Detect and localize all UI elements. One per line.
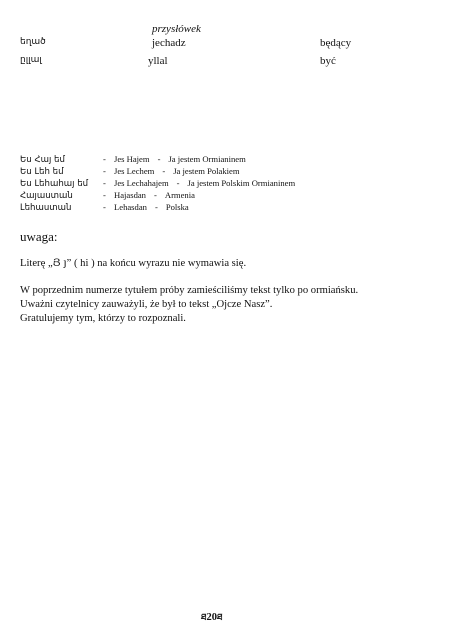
phrase-separator: - bbox=[157, 154, 161, 164]
ornament-right-icon: ཐ bbox=[216, 612, 223, 622]
paragraph-line-1: W poprzednim numerze tytułem próby zamieściliśmy tekst tylko po ormiańsku. bbox=[20, 285, 359, 296]
phrase-romanized: Hajasdan bbox=[114, 190, 146, 200]
phrase-armenian: Հայաստան bbox=[20, 191, 73, 201]
phrase-row bbox=[20, 178, 295, 189]
word-romanized-2: yllal bbox=[148, 55, 168, 67]
phrase-polish: Armenia bbox=[164, 190, 195, 200]
phrase-armenian: Ես Հայ եմ bbox=[20, 155, 65, 165]
word-armenian-1: եղած bbox=[20, 37, 46, 47]
word-polish-2: być bbox=[320, 55, 336, 67]
phrase-separator: - bbox=[103, 202, 106, 212]
phrase-row bbox=[20, 190, 195, 201]
phrase-romanized: Jes Lechem bbox=[114, 166, 155, 176]
phrase-separator: - bbox=[103, 190, 106, 200]
phrase-romanized: Jes Lechahajem bbox=[114, 178, 169, 188]
phrase-romanized: Lehasdan bbox=[114, 202, 147, 212]
page-footer bbox=[201, 608, 222, 633]
phrase-polish: Polska bbox=[165, 202, 189, 212]
phrase-row bbox=[20, 154, 246, 165]
phrase-armenian: Ես Լեհահայ եմ bbox=[20, 179, 89, 189]
word-polish-1: będący bbox=[320, 37, 352, 49]
phrase-romanized: Jes Hajem bbox=[114, 154, 150, 164]
phrase-armenian: Ես Լեհ եմ bbox=[20, 167, 64, 177]
phrase-separator: - bbox=[176, 178, 180, 188]
paragraph-line-3: Gratulujemy tym, którzy to rozpoznali. bbox=[20, 313, 186, 324]
phrase-armenian: Լեհաստան bbox=[20, 203, 72, 213]
phrase-separator: - bbox=[153, 190, 157, 200]
page-number: 20 bbox=[206, 612, 217, 623]
phrase-polish: Ja jestem Ormianinem bbox=[168, 154, 246, 164]
phrase-row bbox=[20, 202, 189, 213]
phrase-separator: - bbox=[103, 178, 106, 188]
phrase-row bbox=[20, 166, 240, 177]
phrase-separator: - bbox=[103, 166, 106, 176]
word-armenian-2: ըլլալ bbox=[20, 55, 42, 65]
phrase-polish: Ja jestem Polakiem bbox=[173, 166, 240, 176]
ornament-left-icon: ཐ bbox=[201, 612, 207, 622]
paragraph-line-2: Uważni czytelnicy zauważyli, że był to tekst „Ojcze Nasz”. bbox=[20, 299, 273, 310]
phrase-separator: - bbox=[103, 154, 106, 164]
phrase-separator: - bbox=[154, 202, 158, 212]
note-line: Literę „Յ յ” ( hi ) na końcu wyrazu nie wymawia się. bbox=[20, 258, 247, 269]
phrase-separator: - bbox=[162, 166, 166, 176]
column-heading-adverb: przysłówek bbox=[152, 23, 201, 35]
phrase-polish: Ja jestem Polskim Ormianinem bbox=[187, 178, 296, 188]
word-romanized-1: jechadz bbox=[152, 37, 186, 49]
note-heading: uwaga: bbox=[20, 229, 58, 244]
